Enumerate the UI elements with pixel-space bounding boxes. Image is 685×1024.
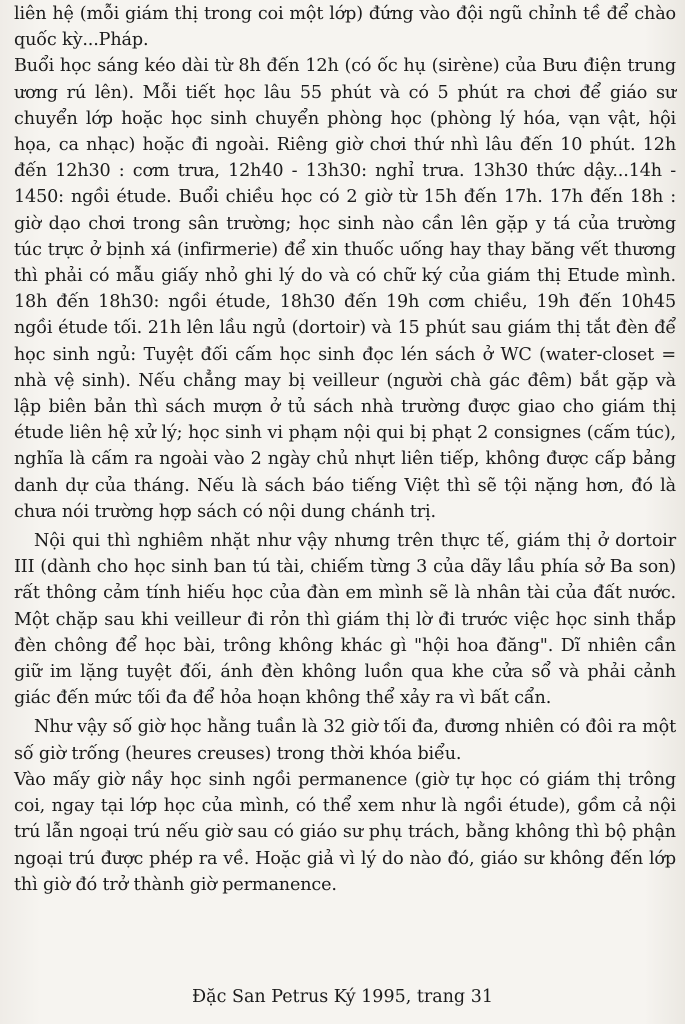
paragraph-continuation: liên hệ (mỗi giám thị trong coi một lớp) đứng vào đội ngũ chỉnh tề để chào quốc kỳ...Pháp. [14, 4, 676, 51]
paragraph-weekly-hours: Như vậy số giờ học hằng tuần là 32 giờ tối đa, đương nhiên có đôi ra một số giờ trống (heures creuses) trong thời khóa biểu. [14, 717, 676, 764]
page-footer: Đặc San Petrus Ký 1995, trang 31 [192, 987, 493, 1007]
paragraph-permanence: Vào mấy giờ nầy học sinh ngồi permanence (giờ tự học có giám thị trông coi, ngay tại lớp học của mình, có thể xem như là ngồi étude), gồm cả nội trú lẫn ngoại trú nếu giờ sau có giáo sư phụ trách, bằng không thì bộ phận ngoại trú được phép ra về. Hoặc giả vì lý do nào đó, giáo sư không đến lớp thì giờ đó trở thành giờ permanence. [14, 769, 676, 895]
paragraph-daily-schedule: Buổi học sáng kéo dài từ 8h đến 12h (có ốc hụ (sirène) của Bưu điện trung ương rú lên). Mỗi tiết học lâu 55 phút và có 5 phút ra chơi để giáo sư chuyển lớp hoặc học sinh chuyển phòng học (phòng lý hóa, vạn vật, hội họa, ca nhạc) hoặc đi ngoài. Riêng giờ chơi thứ nhì lâu đến 10 phút. 12h đến 12h30 : cơm trưa, 12h40 - 13h30: nghỉ trưa. 13h30 thức dậy...14h - 1450: ngồi étude. Buổi chiều học có 2 giờ từ 15h đến 17h. 17h đến 18h : giờ dạo chơi trong sân trường; học sinh nào cần lên gặp y tá của trường túc trực ở bịnh xá (infirmerie) để xin thuốc uống hay thay băng vết thương thì phải có mẫu giấy nhỏ ghi lý do và có chữ ký của giám thị Etude mình. 18h đến 18h30: ngồi étude, 18h30 đến 19h cơm chiều, 19h đến 10h45 ngồi étude tối. 21h lên lầu ngủ (dortoir) và 15 phút sau giám thị tắt đèn để học sinh ngủ: Tuyệt đối cấm học sinh đọc lén sách ở WC (water-closet = nhà vệ sinh). Nếu chẳng may bị veilleur (người chà gác đêm) bắt gặp và lập biên bản thì sách mượn ở tủ sách nhà trường được giao cho giám thị étude liên hệ xử lý; học sinh vi phạm nội qui bị phạt 2 consignes (cấm túc), nghĩa là cấm ra ngoài vào 2 ngày chủ nhựt liên tiếp, không được cấp bảng danh dự của tháng. Nếu là sách báo tiếng Việt thì sẽ tội nặng hơn, đó là chưa nói trường hợp sách có nội dung chánh trị. [14, 56, 676, 522]
paragraph-dormitory-rules: Nội qui thì nghiêm nhặt như vậy nhưng trên thực tế, giám thị ở dortoir III (dành cho học sinh ban tú tài, chiếm từng 3 của dãy lầu phía sở Ba son) rất thông cảm tính hiếu học của đàn em mình sẽ là nhân tài của đất nước. Một chặp sau khi veilleur đi rỏn thì giám thị lờ đi trước việc học sinh thắp đèn chông để học bài, trông không khác gì "hội hoa đăng". Dĩ nhiên cần giữ im lặng tuyệt đối, ánh đèn không luồn qua khe cửa sổ và phải cảnh giác đến mức tối đa để hỏa hoạn không thể xảy ra vì bất cẩn. [14, 531, 676, 709]
body-text [14, 1, 676, 898]
